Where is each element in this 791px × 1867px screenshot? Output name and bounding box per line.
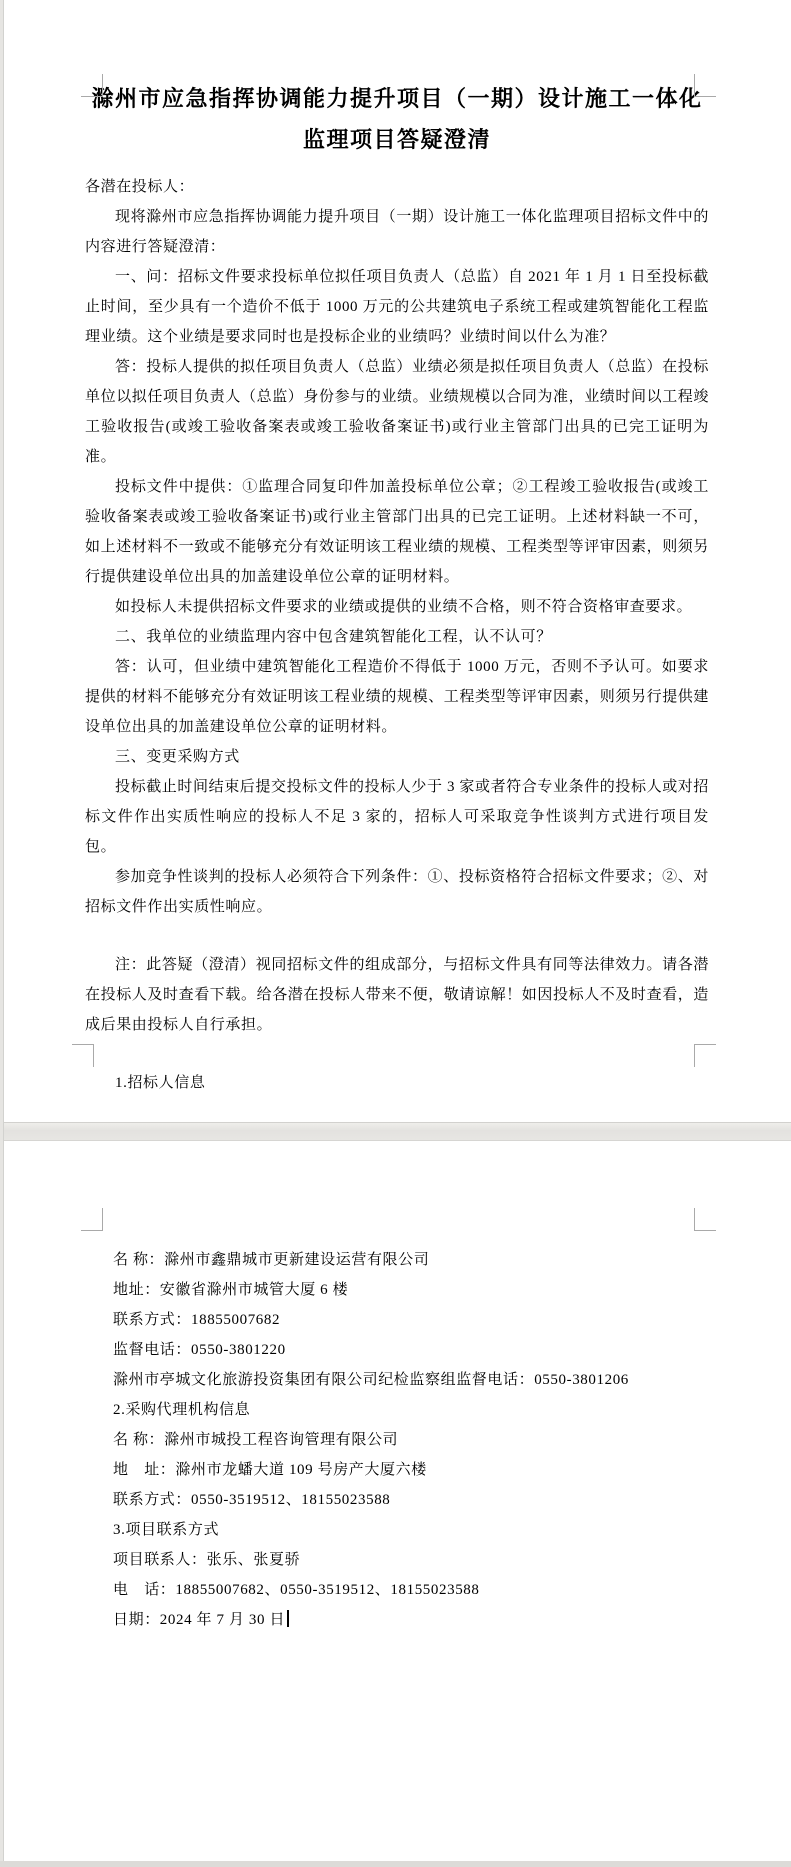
crop-mark-page1-top-left [81, 74, 103, 97]
paragraph-tenderer-info-heading[interactable]: 1.招标人信息 [115, 1075, 206, 1091]
paragraph-section-3[interactable]: 三、变更采购方式 [115, 749, 240, 765]
info-project-phone[interactable]: 电 话：18855007682、0550-3519512、18155023588 [113, 1582, 480, 1598]
info-tenderer-address[interactable]: 地址：安徽省滁州市城管大厦 6 楼 [113, 1282, 349, 1298]
info-tenderer-contact[interactable]: 联系方式：18855007682 [113, 1312, 281, 1328]
blank-line [85, 1040, 709, 1068]
info-supervision-phone[interactable]: 监督电话：0550-3801220 [113, 1342, 286, 1358]
window-bottom-edge [0, 1861, 791, 1867]
page-gap [0, 1122, 791, 1141]
info-agency-address[interactable]: 地 址：滁州市龙蟠大道 109 号房产大厦六楼 [113, 1462, 427, 1478]
paragraph-question-1[interactable]: 一、问：招标文件要求投标单位拟任项目负责人（总监）自 2021 年 1 月 1 日至投标截止时间，至少具有一个造价不低于 1000 万元的公共建筑电子系统工程或建筑智能化工程监理业绩。这个业绩是要求同时也是投标企业的业绩吗？业绩时间以什么为准？ [85, 269, 709, 345]
document-title-line2[interactable]: 监理项目答疑澄清 [302, 127, 491, 152]
crop-mark-page1-bottom-right [694, 1044, 716, 1067]
info-agency-name[interactable]: 名 称：滁州市城投工程咨询管理有限公司 [113, 1432, 399, 1448]
document-page-2[interactable] [0, 1141, 791, 1867]
paragraph-answer-1b[interactable]: 投标文件中提供：①监理合同复印件加盖投标单位公章；②工程竣工验收报告(或竣工验收备案表或竣工验收备案证书)或行业主管部门出具的已完工证明。上述材料缺一不可，如上述材料不一致或不能够充分有效证明该工程业绩的规模、工程类型等评审因素，则须另行提供建设单位出具的加盖建设单位公章的证明材料。 [85, 479, 710, 585]
paragraph-answer-1c[interactable]: 如投标人未提供招标文件要求的业绩或提供的业绩不合格，则不符合资格审查要求。 [115, 599, 693, 615]
document-title-line1[interactable]: 滁州市应急指挥协调能力提升项目（一期）设计施工一体化 [91, 86, 703, 111]
info-tenderer-name[interactable]: 名 称：滁州市鑫鼎城市更新建设运营有限公司 [113, 1252, 430, 1268]
info-agency-contact[interactable]: 联系方式：0550-3519512、18155023588 [113, 1492, 391, 1508]
crop-mark-page1-bottom-left [72, 1044, 94, 1067]
blank-line [85, 922, 709, 950]
info-project-contact-person[interactable]: 项目联系人：张乐、张夏骄 [113, 1552, 301, 1568]
info-project-contact-heading[interactable]: 3.项目联系方式 [113, 1522, 220, 1538]
paragraph-note[interactable]: 注：此答疑（澄清）视同招标文件的组成部分，与招标文件具有同等法律效力。请各潜在投标人及时查看下载。给各潜在投标人带来不便，敬请谅解！如因投标人不及时查看，造成后果由投标人自行承担。 [85, 957, 710, 1033]
paragraph-procurement[interactable]: 投标截止时间结束后提交投标文件的投标人少于 3 家或者符合专业条件的投标人或对招标文件作出实质性响应的投标人不足 3 家的，招标人可采取竞争性谈判方式进行项目发包。 [85, 779, 710, 855]
paragraph-answer-1[interactable]: 答：投标人提供的拟任项目负责人（总监）业绩必须是拟任项目负责人（总监）在投标单位以拟任项目负责人（总监）身份参与的业绩。业绩规模以合同为准，业绩时间以工程竣工验收报告(或竣工验收备案表或竣工验收备案证书)或行业主管部门出具的已完工证明为准。 [85, 359, 710, 465]
text-cursor [287, 1610, 289, 1627]
info-agency-heading[interactable]: 2.采购代理机构信息 [113, 1402, 251, 1418]
window-left-edge [0, 0, 4, 1867]
paragraph-negotiation[interactable]: 参加竞争性谈判的投标人必须符合下列条件：①、投标资格符合招标文件要求；②、对招标文件作出实质性响应。 [85, 869, 709, 915]
crop-mark-page2-top-right [694, 1208, 716, 1231]
crop-mark-page1-top-right [694, 74, 716, 97]
crop-mark-page2-top-left [81, 1208, 103, 1231]
paragraph-question-2[interactable]: 二、我单位的业绩监理内容中包含建筑智能化工程，认不认可？ [115, 629, 552, 645]
salutation[interactable]: 各潜在投标人： [85, 179, 195, 195]
info-date-line[interactable] [113, 1605, 709, 1635]
info-group-supervision-phone[interactable]: 滁州市亭城文化旅游投资集团有限公司纪检监察组监督电话：0550-3801206 [113, 1372, 629, 1388]
paragraph-intro[interactable]: 现将滁州市应急指挥协调能力提升项目（一期）设计施工一体化监理项目招标文件中的内容进行答疑澄清： [85, 209, 709, 255]
document-title [85, 78, 709, 160]
date-text: 日期：2024 年 7 月 30 日 [113, 1612, 286, 1628]
paragraph-answer-2[interactable]: 答：认可，但业绩中建筑智能化工程造价不得低于 1000 万元，否则不予认可。如要求提供的材料不能够充分有效证明该工程业绩的规模、工程类型等评审因素，则须另行提供建设单位出具的加盖建设单位公章的证明材料。 [85, 659, 710, 735]
